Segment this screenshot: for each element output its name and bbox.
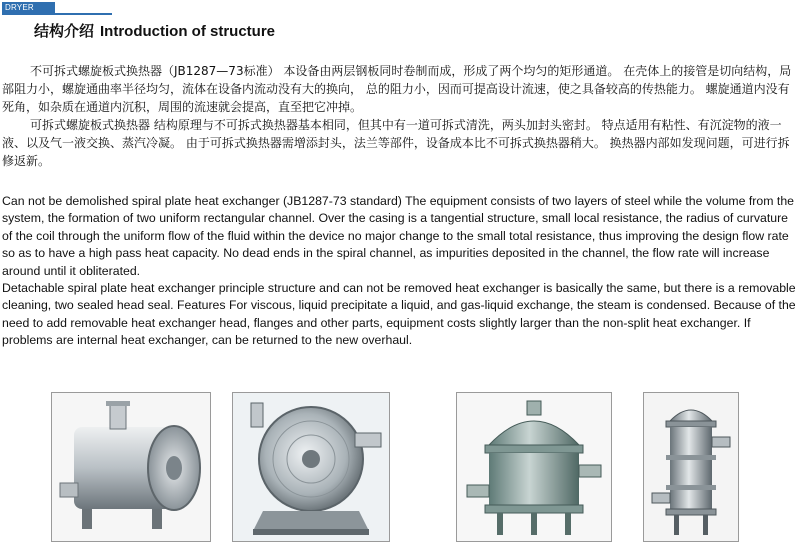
brand-tag: DRYER xyxy=(2,2,55,13)
brand-underline xyxy=(2,13,112,15)
product-photo-spiral-exchanger xyxy=(232,392,390,542)
section-title xyxy=(34,20,275,41)
english-paragraph-1: Can not be demolished spiral plate heat exchanger (JB1287-73 standard) The equipment consists of two layers of steel while the volume from the system, the formation of two uniform rectangular channel. Over the casing is a tangential structure, small local resistance, the radius of curvature of the coil through the uniform flow of the fluid within the device no major change to the small total resistance, thus improving the design flow rate so as to have a high pass heat capacity. No dead ends in the spiral channel, as impurities deposited in the channel, the flow rate will increase around until it obliterated. xyxy=(2,194,794,278)
english-description xyxy=(2,193,798,350)
chinese-description xyxy=(2,62,792,170)
chinese-paragraph-1: 不可拆式螺旋板式换热器（JB1287—73标准） 本设备由两层钢板同时卷制而成，形成了两个均匀的矩形通道。 在壳体上的接管是切向结构，局部阻力小，螺旋通曲率半径均匀，流体在设备内流动没有大的换向， 总的阻力小，因而可提高设计流速，使之具备较高的传热能力。 螺旋通道内没有死角，如杂质在通道内沉积，周围的流速就会提高，直至把它冲掉。 xyxy=(2,64,792,114)
product-photo-vertical-exchanger xyxy=(456,392,612,542)
product-photo-column-exchanger xyxy=(643,392,739,542)
chinese-paragraph-2: 可拆式螺旋板式换热器 结构原理与不可拆式换热器基本相同，但其中有一道可拆式清洗，两头加封头密封。 特点适用有粘性、有沉淀物的液一液、以及气一液交换、蒸汽冷凝。 由于可拆式换热器需增添封头，法兰等部件，设备成本比不可拆式换热器稍大。 换热器内部如发现问题，可进行拆修返新。 xyxy=(2,118,790,168)
english-paragraph-2: Detachable spiral plate heat exchanger principle structure and can not be removed heat exchanger is basically the same, but there is a removable cleaning, two sealed head seal. Features For viscous, liquid precipitate a liquid, and gas-liquid exchange, the steam is condensed. Because of the need to add removable heat exchanger head, flanges and other parts, equipment costs slightly larger than the non-split heat exchanger. If problems are internal heat exchanger, can be returned to the new overhaul. xyxy=(2,281,796,348)
product-photo-horizontal-exchanger xyxy=(51,392,211,542)
section-title-en: Introduction of structure xyxy=(100,23,276,40)
section-title-cn: 结构介绍 xyxy=(34,22,95,40)
